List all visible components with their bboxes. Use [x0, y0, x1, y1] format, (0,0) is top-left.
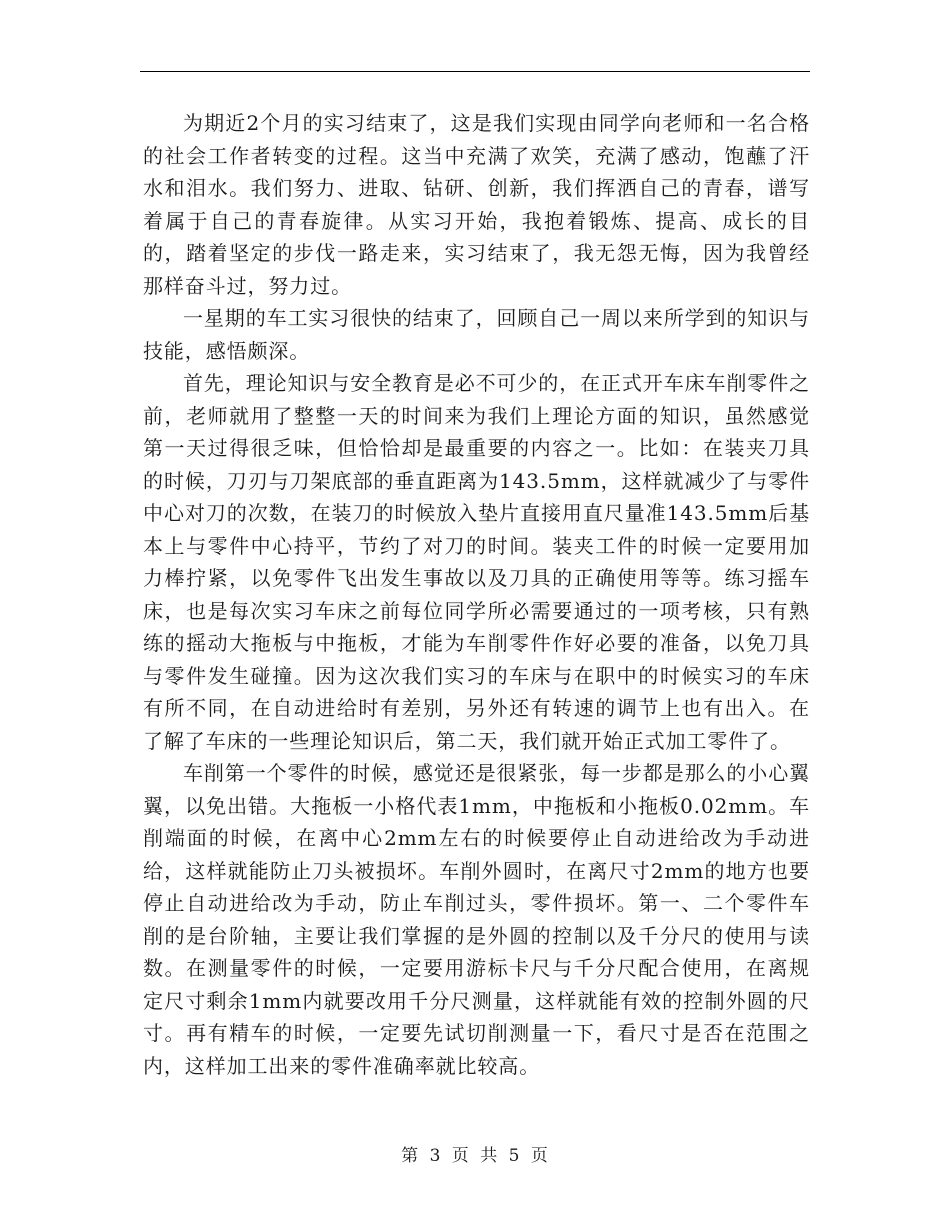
header-rule	[140, 71, 810, 72]
paragraph-1: 为期近2个月的实习结束了，这是我们实现由同学向老师和一名合格的社会工作者转变的过程。这当中充满了欢笑，充满了感动，饱蘸了汗水和泪水。我们努力、进取、钻研、创新，我们挥洒自己的青春，谱写着属于自己的青春旋律。从实习开始，我抱着锻炼、提高、成长的目的，踏着坚定的步伐一路走来，实习结束了，我无怨无悔，因为我曾经那样奋斗过，努力过。	[143, 111, 810, 298]
paragraph-4: 车削第一个零件的时候，感觉还是很紧张，每一步都是那么的小心翼翼，以免出错。大拖板一小格代表1mm，中拖板和小拖板0.02mm。车削端面的时候，在离中心2mm左右的时候要停止自动进给改为手动进给，这样就能防止刀头被损坏。车削外圆时，在离尺寸2mm的地方也要停止自动进给改为手动，防止车削过头，零件损坏。第一、二个零件车削的是台阶轴，主要让我们掌握的是外圆的控制以及千分尺的使用与读数。在测量零件的时候，一定要用游标卡尺与千分尺配合使用，在离规定尺寸剩余1mm内就要改用千分尺测量，这样就能有效的控制外圆的尺寸。再有精车的时候，一定要先试切削测量一下，看尺寸是否在范围之内，这样加工出来的零件准确率就比较高。	[143, 761, 810, 1078]
document-body	[143, 107, 810, 1082]
paragraph-3: 首先，理论知识与安全教育是必不可少的，在正式开车床车削零件之前，老师就用了整整一天的时间来为我们上理论方面的知识，虽然感觉第一天过得很乏味，但恰恰却是最重要的内容之一。比如：在装夹刀具的时候，刀刃与刀架底部的垂直距离为143.5mm，这样就减少了与零件中心对刀的次数，在装刀的时候放入垫片直接用直尺量准143.5mm后基本上与零件中心持平，节约了对刀的时间。装夹工件的时候一定要用加力棒拧紧，以免零件飞出发生事故以及刀具的正确使用等等。练习摇车床，也是每次实习车床之前每位同学所必需要通过的一项考核，只有熟练的摇动大拖板与中拖板，才能为车削零件作好必要的准备，以免刀具与零件发生碰撞。因为这次我们实习的车床与在职中的时候实习的车床有所不同，在自动进给时有差别，另外还有转速的调节上也有出入。在了解了车床的一些理论知识后，第二天，我们就开始正式加工零件了。	[143, 371, 810, 753]
paragraph-2: 一星期的车工实习很快的结束了，回顾自己一周以来所学到的知识与技能，感悟颇深。	[143, 306, 810, 363]
page-footer: 第 3 页 共 5 页	[401, 1146, 549, 1166]
